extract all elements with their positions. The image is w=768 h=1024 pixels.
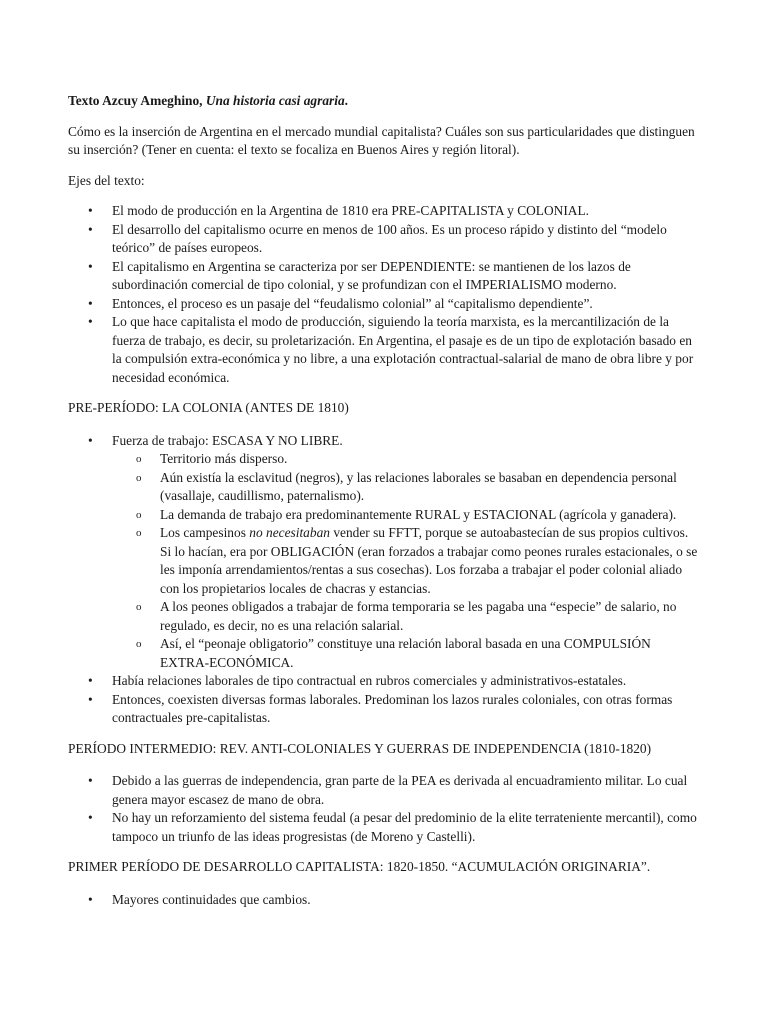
list-item: • Había relaciones laborales de tipo contractual en rubros comerciales y administrativos-estatales. bbox=[68, 672, 700, 691]
document-title bbox=[68, 92, 700, 111]
title-author: Texto Azcuy Ameghino, bbox=[68, 93, 206, 108]
list-item: • El capitalismo en Argentina se caracteriza por ser DEPENDIENTE: se mantienen de los lazos de subordinación comercial de tipo colonial, y se profundizan con el IMPERIALISMO moderno. bbox=[68, 258, 700, 295]
list-item: • Mayores continuidades que cambios. bbox=[68, 891, 700, 910]
list-item: • El modo de producción en la Argentina de 1810 era PRE-CAPITALISTA y COLONIAL. bbox=[68, 202, 700, 221]
list-item: • El desarrollo del capitalismo ocurre en menos de 100 años. Es un proceso rápido y distinto del “modelo teórico” de países europeos. bbox=[68, 221, 700, 258]
sub-list-item bbox=[112, 524, 700, 598]
sub-list-item: o Así, el “peonaje obligatorio” constituye una relación laboral basada en una COMPULSIÓN EXTRA-ECONÓMICA. bbox=[112, 635, 700, 672]
ejes-list bbox=[68, 202, 700, 387]
list-item bbox=[68, 432, 700, 673]
section-heading-primer-periodo: PRIMER PERÍODO DE DESARROLLO CAPITALISTA: 1820-1850. “ACUMULACIÓN ORIGINARIA”. bbox=[68, 859, 651, 874]
title-end: . bbox=[344, 93, 349, 108]
list-item: • Entonces, el proceso es un pasaje del “feudalismo colonial” al “capitalismo dependiente”. bbox=[68, 295, 700, 314]
intermedio-list bbox=[68, 772, 700, 846]
title-work: Una historia casi agraria bbox=[205, 93, 345, 108]
section-heading-colonia: PRE-PERÍODO: LA COLONIA (ANTES DE 1810) bbox=[68, 400, 349, 415]
list-item: • Lo que hace capitalista el modo de producción, siguiendo la teoría marxista, es la mercantilización de la fuerza de trabajo, es decir, su proletarización. En Argentina, el pasaje es de un tipo de explotación basado en la compulsión extra-económica y no libre, a una explotación contractual-salarial de mano de obra libre y por necesidad económica. bbox=[68, 313, 700, 387]
intro-paragraph: Cómo es la inserción de Argentina en el mercado mundial capitalista? Cuáles son sus particularidades que distinguen su inserción? (Tener en cuenta: el texto se focaliza en Buenos Aires y región litoral). bbox=[68, 123, 695, 157]
primer-periodo-list bbox=[68, 891, 700, 910]
list-item-text: Fuerza de trabajo: ESCASA Y NO LIBRE. bbox=[112, 432, 343, 448]
document-page bbox=[68, 92, 700, 917]
sub-list-item: o La demanda de trabajo era predominantemente RURAL y ESTACIONAL (agrícola y ganadera). bbox=[112, 506, 700, 525]
sub-list-item: o Aún existía la esclavitud (negros), y las relaciones laborales se basaban en dependencia personal (vasallaje, caudillismo, paternalismo). bbox=[112, 469, 700, 506]
section-heading-intermedio: PERÍODO INTERMEDIO: REV. ANTI-COLONIALES Y GUERRAS DE INDEPENDENCIA (1810-1820) bbox=[68, 740, 652, 756]
colonia-sublist bbox=[112, 450, 700, 672]
list-item: • Debido a las guerras de independencia, gran parte de la PEA es derivada al encuadramiento militar. Lo cual genera mayor escasez de mano de obra. bbox=[68, 772, 700, 809]
sub-list-item: o A los peones obligados a trabajar de forma temporaria se les pagaba una “especie” de salario, no regulado, es decir, no es una relación salarial. bbox=[112, 598, 700, 635]
list-item: • No hay un reforzamiento del sistema feudal (a pesar del predominio de la elite terrateniente mercantil), como tampoco un triunfo de las ideas progresistas (de Moreno y Castelli). bbox=[68, 809, 700, 846]
ejes-label: Ejes del texto: bbox=[68, 172, 145, 188]
sub-text-after: vender su FFTT, porque se autoabastecían de sus propios cultivos. Si lo hacían, era por OBLIGACIÓN (eran forzados a trabajar como peones rurales estacionales, o se les imponía arrendamientos/rentas a sus cosechas). Los forzaba a trabajar el poder colonial aliado con los propietarios locales de chacras y estancias. bbox=[160, 525, 698, 596]
list-item: • Entonces, coexisten diversas formas laborales. Predominan los lazos rurales coloniales, con otras formas contractuales pre-capitalistas. bbox=[68, 691, 700, 728]
sub-text-before: Los campesinos bbox=[160, 525, 250, 540]
colonia-list bbox=[68, 432, 700, 728]
sub-list-item: o Territorio más disperso. bbox=[112, 450, 700, 469]
sub-text-italic: no necesitaban bbox=[249, 525, 330, 540]
